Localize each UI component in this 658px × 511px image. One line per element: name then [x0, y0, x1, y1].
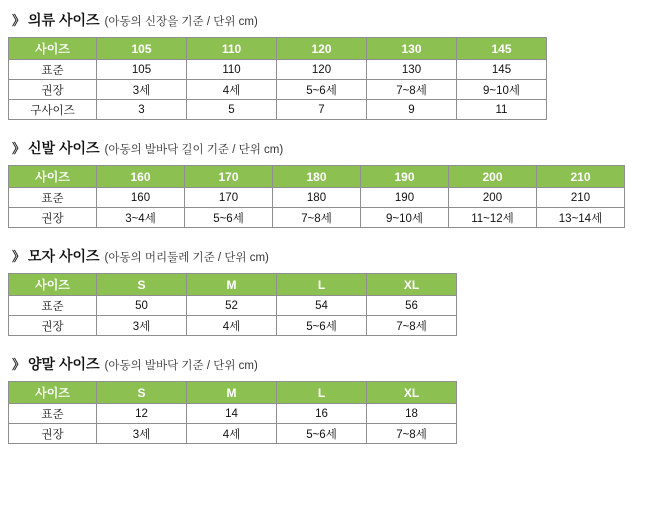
shoes-size-table: [8, 165, 625, 228]
section-title: 양말 사이즈: [28, 356, 100, 372]
header-cell: 145: [457, 38, 547, 60]
table-cell: 3~4세: [97, 208, 185, 228]
header-cell: 105: [97, 38, 187, 60]
chevron-icon: 》: [12, 357, 25, 372]
section-heading: [8, 138, 650, 158]
table-cell: 4세: [187, 424, 277, 444]
table-header-row: [9, 166, 625, 188]
table-cell: 7: [277, 100, 367, 120]
table-header-row: [9, 38, 547, 60]
table-cell: 9: [367, 100, 457, 120]
header-cell: 170: [185, 166, 273, 188]
chevron-icon: 》: [12, 141, 25, 156]
header-cell: 210: [537, 166, 625, 188]
table-cell: 12: [97, 404, 187, 424]
header-cell: L: [277, 382, 367, 404]
header-cell: L: [277, 274, 367, 296]
section-subtitle: (아동의 머리둘레 기준 / 단위 cm): [104, 252, 269, 264]
table-row: [9, 316, 457, 336]
section-spacer: [8, 232, 650, 246]
table-cell: 11~12세: [449, 208, 537, 228]
table-cell: 7~8세: [367, 316, 457, 336]
table-row: [9, 100, 547, 120]
section-shoes: [8, 138, 650, 228]
table-cell: 180: [273, 188, 361, 208]
header-cell: XL: [367, 274, 457, 296]
table-cell: 14: [187, 404, 277, 424]
table-cell: 18: [367, 404, 457, 424]
table-cell: 145: [457, 60, 547, 80]
section-clothing: [8, 10, 650, 120]
row-label: 표준: [9, 188, 97, 208]
header-cell-label: 사이즈: [9, 382, 97, 404]
table-cell: 7~8세: [273, 208, 361, 228]
table-cell: 5~6세: [277, 316, 367, 336]
table-cell: 160: [97, 188, 185, 208]
table-cell: 120: [277, 60, 367, 80]
table-cell: 4세: [187, 80, 277, 100]
row-label: 권장: [9, 424, 97, 444]
table-cell: 170: [185, 188, 273, 208]
section-spacer: [8, 124, 650, 138]
table-cell: 4세: [187, 316, 277, 336]
clothing-size-table: [8, 37, 547, 120]
table-cell: 190: [361, 188, 449, 208]
row-label: 권장: [9, 316, 97, 336]
header-cell: M: [187, 274, 277, 296]
section-subtitle: (아동의 신장을 기준 / 단위 cm): [104, 16, 258, 28]
header-cell: S: [97, 382, 187, 404]
table-cell: 3: [97, 100, 187, 120]
header-cell: 200: [449, 166, 537, 188]
table-cell: 9~10세: [361, 208, 449, 228]
table-cell: 16: [277, 404, 367, 424]
row-label: 표준: [9, 404, 97, 424]
header-cell: 110: [187, 38, 277, 60]
row-label: 표준: [9, 60, 97, 80]
table-cell: 3세: [97, 424, 187, 444]
table-cell: 9~10세: [457, 80, 547, 100]
table-cell: 5~6세: [277, 424, 367, 444]
row-label: 권장: [9, 80, 97, 100]
socks-size-table: [8, 381, 457, 444]
section-heading: [8, 246, 650, 266]
header-cell: 120: [277, 38, 367, 60]
table-cell: 7~8세: [367, 424, 457, 444]
table-header-row: [9, 382, 457, 404]
table-cell: 5: [187, 100, 277, 120]
header-cell: 130: [367, 38, 457, 60]
table-header-row: [9, 274, 457, 296]
header-cell: 190: [361, 166, 449, 188]
table-cell: 3세: [97, 80, 187, 100]
table-cell: 3세: [97, 316, 187, 336]
section-subtitle: (아동의 발바닥 길이 기준 / 단위 cm): [104, 144, 284, 156]
table-cell: 54: [277, 296, 367, 316]
table-cell: 7~8세: [367, 80, 457, 100]
table-cell: 50: [97, 296, 187, 316]
header-cell-label: 사이즈: [9, 274, 97, 296]
table-row: [9, 404, 457, 424]
table-cell: 5~6세: [277, 80, 367, 100]
row-label: 구사이즈: [9, 100, 97, 120]
header-cell-label: 사이즈: [9, 166, 97, 188]
row-label: 표준: [9, 296, 97, 316]
table-cell: 5~6세: [185, 208, 273, 228]
section-title: 모자 사이즈: [28, 248, 100, 264]
table-cell: 11: [457, 100, 547, 120]
header-cell: M: [187, 382, 277, 404]
table-row: [9, 208, 625, 228]
table-cell: 13~14세: [537, 208, 625, 228]
header-cell-label: 사이즈: [9, 38, 97, 60]
section-heading: [8, 354, 650, 374]
section-subtitle: (아동의 발바닥 기준 / 단위 cm): [104, 360, 258, 372]
chevron-icon: 》: [12, 249, 25, 264]
section-title: 신발 사이즈: [28, 140, 100, 156]
section-spacer: [8, 340, 650, 354]
section-socks: [8, 354, 650, 444]
table-row: [9, 424, 457, 444]
table-row: [9, 60, 547, 80]
table-cell: 56: [367, 296, 457, 316]
table-cell: 52: [187, 296, 277, 316]
table-cell: 210: [537, 188, 625, 208]
chevron-icon: 》: [12, 13, 25, 28]
section-heading: [8, 10, 650, 30]
hat-size-table: [8, 273, 457, 336]
table-cell: 105: [97, 60, 187, 80]
table-cell: 130: [367, 60, 457, 80]
section-hat: [8, 246, 650, 336]
header-cell: 160: [97, 166, 185, 188]
table-cell: 110: [187, 60, 277, 80]
header-cell: 180: [273, 166, 361, 188]
table-row: [9, 80, 547, 100]
table-row: [9, 188, 625, 208]
header-cell: XL: [367, 382, 457, 404]
row-label: 권장: [9, 208, 97, 228]
table-cell: 200: [449, 188, 537, 208]
header-cell: S: [97, 274, 187, 296]
table-row: [9, 296, 457, 316]
section-title: 의류 사이즈: [28, 12, 100, 28]
